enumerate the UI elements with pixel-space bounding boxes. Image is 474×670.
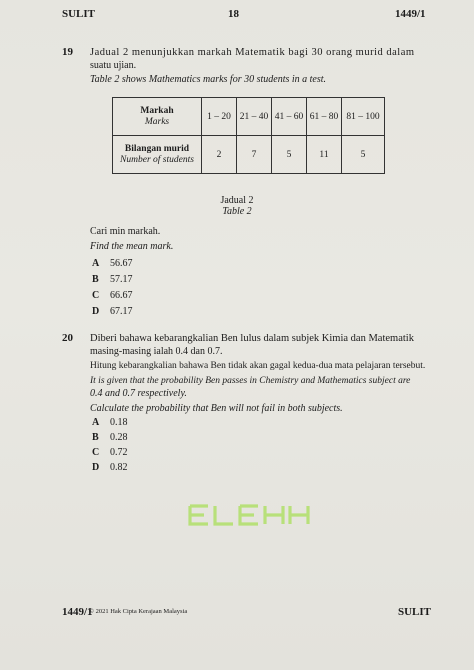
q19-option-a-letter: A bbox=[92, 258, 100, 269]
q20-option-b-letter: B bbox=[92, 432, 99, 443]
table-cell-count: 11 bbox=[307, 136, 342, 174]
q19-option-a-value[interactable]: 56.67 bbox=[110, 258, 133, 269]
q19-option-c-value[interactable]: 66.67 bbox=[110, 290, 133, 301]
q19-english: Table 2 shows Mathematics marks for 30 students in a test. bbox=[90, 74, 327, 85]
q19-malay-line1: Jadual 2 menunjukkan markah Matematik bagi 30 orang murid dalam bbox=[90, 47, 415, 58]
q20-malay-line2: masing-masing ialah 0.4 dan 0.7. bbox=[90, 346, 223, 357]
table-caption-malay: Jadual 2 bbox=[220, 195, 254, 206]
watermark-logo bbox=[188, 504, 312, 526]
q20-option-c-letter: C bbox=[92, 447, 100, 458]
table-row-students bbox=[113, 136, 385, 174]
table-cell-count: 2 bbox=[202, 136, 237, 174]
q20-option-d-value[interactable]: 0.82 bbox=[110, 462, 128, 473]
q20-option-a-letter: A bbox=[92, 417, 100, 428]
q20-english-line2: 0.4 and 0.7 respectively. bbox=[90, 388, 187, 399]
table-head-marks-english: Marks bbox=[144, 116, 170, 127]
q19-number: 19 bbox=[62, 46, 73, 58]
footer-sulit: SULIT bbox=[398, 606, 432, 618]
table-head-students bbox=[113, 136, 202, 174]
q20-malay-prompt: Hitung kebarangkalian bahawa Ben tidak akan gagal kedua-dua mata pelajaran tersebut. bbox=[90, 361, 426, 371]
q20-malay-line1: Diberi bahawa kebarangkalian Ben lulus dalam subjek Kimia dan Matematik bbox=[90, 333, 414, 344]
q20-english-line1: It is given that the probability Ben passes in Chemistry and Mathematics subject are bbox=[90, 376, 411, 386]
table-cell-count: 5 bbox=[272, 136, 307, 174]
table-cell-range: 41 – 60 bbox=[272, 98, 307, 136]
table-caption-english: Table 2 bbox=[222, 206, 252, 217]
table-head-marks-malay: Markah bbox=[140, 105, 174, 116]
q19-option-d-value[interactable]: 67.17 bbox=[110, 306, 133, 317]
q20-option-b-value[interactable]: 0.28 bbox=[110, 432, 128, 443]
q19-option-c-letter: C bbox=[92, 290, 100, 301]
q20-english-prompt: Calculate the probability that Ben will not fail in both subjects. bbox=[90, 403, 343, 414]
q20-option-a-value[interactable]: 0.18 bbox=[110, 417, 128, 428]
q20-option-d-letter: D bbox=[92, 462, 100, 473]
watermark-letters bbox=[190, 506, 308, 524]
q20-number: 20 bbox=[62, 332, 73, 344]
table-head-students-english: Number of students bbox=[120, 154, 194, 165]
footer-copyright: © 2021 Hak Cipta Kerajaan Malaysia bbox=[89, 608, 188, 615]
table-head-students-malay: Bilangan murid bbox=[124, 143, 190, 154]
table-row-marks bbox=[113, 98, 385, 136]
header-paper-code: 1449/1 bbox=[395, 8, 426, 20]
table-cell-range: 61 – 80 bbox=[307, 98, 342, 136]
table-cell-count: 7 bbox=[237, 136, 272, 174]
q19-option-b-value[interactable]: 57.17 bbox=[110, 274, 133, 285]
q19-prompt-english: Find the mean mark. bbox=[90, 241, 174, 252]
marks-table bbox=[112, 97, 385, 174]
q19-option-d-letter: D bbox=[92, 306, 100, 317]
q20-option-c-value[interactable]: 0.72 bbox=[110, 447, 128, 458]
table-cell-count: 5 bbox=[342, 136, 385, 174]
header-page-number: 18 bbox=[228, 8, 239, 20]
table-cell-range: 21 – 40 bbox=[237, 98, 272, 136]
table-head-marks bbox=[113, 98, 202, 136]
q19-prompt-malay: Cari min markah. bbox=[90, 226, 161, 237]
footer-paper-code: 1449/1 bbox=[62, 606, 93, 618]
header-sulit: SULIT bbox=[62, 8, 96, 20]
q19-malay-line2: suatu ujian. bbox=[90, 60, 137, 71]
table-cell-range: 81 – 100 bbox=[342, 98, 385, 136]
table-cell-range: 1 – 20 bbox=[202, 98, 237, 136]
q19-option-b-letter: B bbox=[92, 274, 99, 285]
